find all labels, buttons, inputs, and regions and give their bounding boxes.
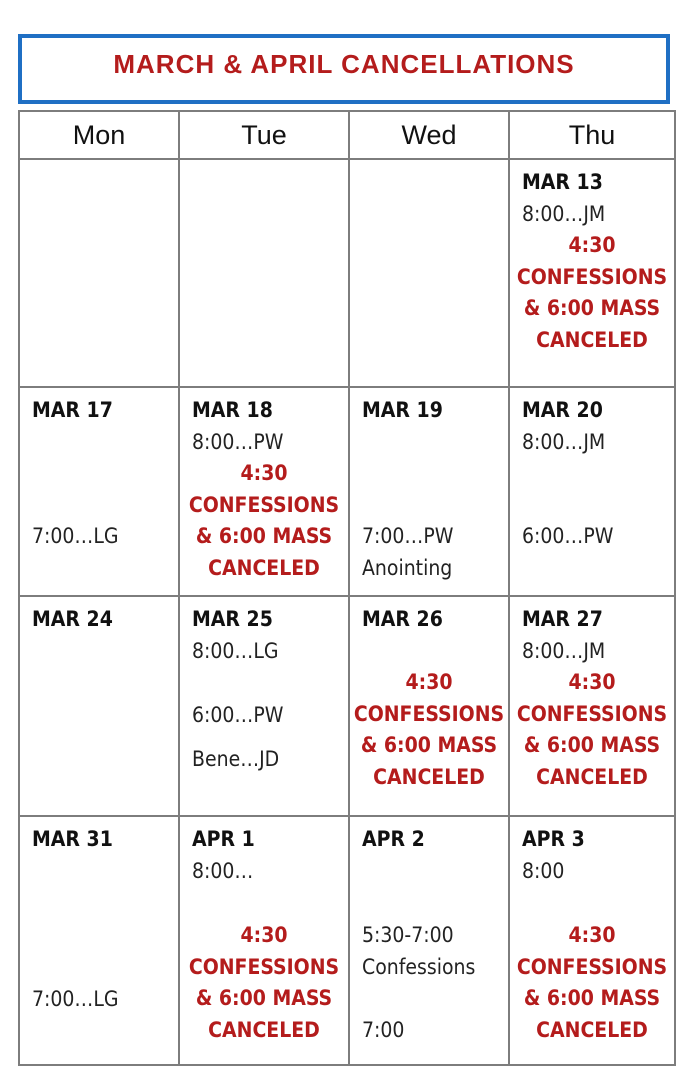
service-label: Bene…JD <box>192 747 280 771</box>
title-banner <box>18 34 670 104</box>
week-row <box>19 816 675 1065</box>
mass-time: 8:00…PW <box>192 430 284 454</box>
day-cell-empty <box>349 159 509 387</box>
day-date: MAR 19 <box>362 398 443 422</box>
week-row <box>19 159 675 387</box>
mass-time: 7:00…LG <box>32 987 119 1011</box>
mass-time: 7:00…LG <box>32 524 119 548</box>
day-date: MAR 25 <box>192 607 273 631</box>
mass-time: 7:00 <box>362 1018 405 1042</box>
day-date: MAR 18 <box>192 398 273 422</box>
day-cell-mar18 <box>179 387 349 596</box>
header-thu: Thu <box>509 111 675 159</box>
day-date: MAR 31 <box>32 827 113 851</box>
day-date: MAR 27 <box>522 607 603 631</box>
header-mon: Mon <box>19 111 179 159</box>
mass-time: 8:00…JM <box>522 430 606 454</box>
day-date: APR 3 <box>522 827 585 851</box>
service-label: Anointing <box>362 556 453 580</box>
day-cell-apr3 <box>509 816 675 1065</box>
page-title: MARCH & APRIL CANCELLATIONS <box>113 48 575 79</box>
day-date: MAR 26 <box>362 607 443 631</box>
mass-time: 7:00…PW <box>362 524 454 548</box>
day-cell-mar25 <box>179 596 349 816</box>
service-label: Confessions <box>362 955 476 979</box>
day-date: MAR 20 <box>522 398 603 422</box>
week-row <box>19 596 675 816</box>
mass-time: 8:00… <box>192 859 254 883</box>
day-cell-mar27 <box>509 596 675 816</box>
cancellation-notice: 4:30 CONFESSIONS & 6:00 MASS CANCELED <box>188 923 340 1042</box>
day-cell-mar24 <box>19 596 179 816</box>
cancellation-notice: 4:30 CONFESSIONS & 6:00 MASS CANCELED <box>516 923 668 1042</box>
mass-time: 8:00…JM <box>522 202 606 226</box>
day-date: APR 1 <box>192 827 255 851</box>
day-cell-mar17 <box>19 387 179 596</box>
day-date: APR 2 <box>362 827 425 851</box>
week-row <box>19 387 675 596</box>
cancellation-notice: 4:30 CONFESSIONS & 6:00 MASS CANCELED <box>188 461 340 580</box>
day-cell-mar19 <box>349 387 509 596</box>
day-date: MAR 17 <box>32 398 113 422</box>
mass-time: 8:00 <box>522 859 565 883</box>
day-cell-apr2 <box>349 816 509 1065</box>
mass-time: 8:00…JM <box>522 639 606 663</box>
day-cell-mar26 <box>349 596 509 816</box>
header-tue: Tue <box>179 111 349 159</box>
mass-time: 8:00…LG <box>192 639 279 663</box>
header-row <box>19 111 675 159</box>
mass-time: 6:00…PW <box>522 524 614 548</box>
confession-time: 5:30-7:00 <box>362 923 454 947</box>
day-cell-mar31 <box>19 816 179 1065</box>
day-date: MAR 24 <box>32 607 113 631</box>
header-wed: Wed <box>349 111 509 159</box>
day-cell-apr1 <box>179 816 349 1065</box>
day-cell-empty <box>179 159 349 387</box>
cancellation-notice: 4:30 CONFESSIONS & 6:00 MASS CANCELED <box>353 670 505 789</box>
cancellation-notice: 4:30 CONFESSIONS & 6:00 MASS CANCELED <box>516 233 668 352</box>
mass-time: 6:00…PW <box>192 703 284 727</box>
day-cell-mar20 <box>509 387 675 596</box>
cancellation-notice: 4:30 CONFESSIONS & 6:00 MASS CANCELED <box>516 670 668 789</box>
day-cell-mar13 <box>509 159 675 387</box>
day-cell-empty <box>19 159 179 387</box>
calendar-table <box>18 110 676 1066</box>
day-date: MAR 13 <box>522 170 603 194</box>
